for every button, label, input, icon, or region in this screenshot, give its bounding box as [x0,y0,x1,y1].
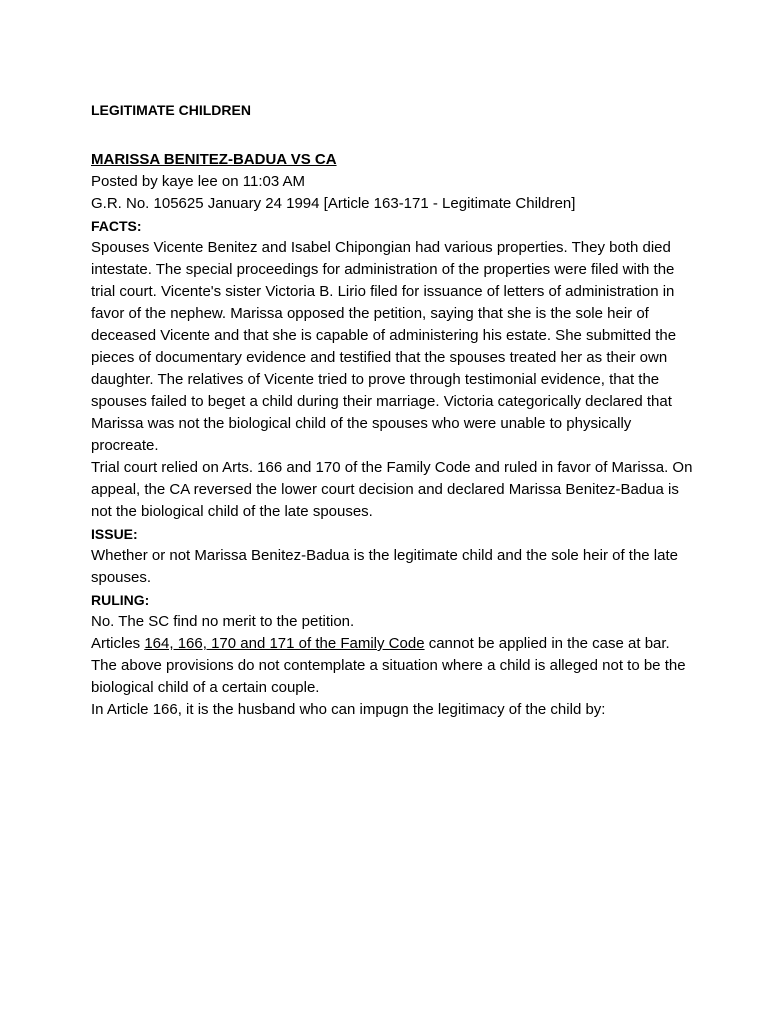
ruling-label: RULING: [91,592,150,608]
articles-rest: cannot be applied in the case at bar. The above provisions do not contemplate a situation where a child is alleged not to be the biological child of a certain couple. [91,635,686,696]
facts-paragraph-1: Spouses Vicente Benitez and Isabel Chipongian had various properties. They both died intestate. The special proceedings for administration of the properties were filed with the trial court. Vicente's sister Victoria B. Lirio filed for issuance of letters of administration in favor of the nephew. Marissa opposed the petition, saying that she is the sole heir of deceased Vicente and that she is capable of administering his estate. She submitted the pieces of documentary evidence and testified that the spouses treated her as their own daughter. The relatives of Vicente tried to prove through testimonial evidence, that the spouses failed to beget a child during their marriage. Victoria categorically declared that Marissa was not the biological child of the spouses who were unable to physically procreate. [91,239,677,454]
posted-by-line: Posted by kaye lee on 11:03 AM [91,173,306,190]
case-title: MARISSA BENITEZ-BADUA VS CA [91,151,337,168]
citation-line: G.R. No. 105625 January 24 1994 [Article 163-171 - Legitimate Children] [91,195,576,212]
facts-paragraph-2: Trial court relied on Arts. 166 and 170 of the Family Code and ruled in favor of Marissa. On appeal, the CA reversed the lower court decision and declared Marissa Benitez-Badua is not the biological child of the late spouses. [91,459,693,520]
article-166-paragraph: In Article 166, it is the husband who can impugn the legitimacy of the child by: [91,701,606,718]
issue-paragraph: Whether or not Marissa Benitez-Badua is the legitimate child and the sole heir of the late spouses. [91,547,678,586]
articles-paragraph [91,633,698,699]
articles-prefix: Articles [91,635,145,652]
document-heading: LEGITIMATE CHILDREN [91,102,251,118]
issue-label: ISSUE: [91,526,138,542]
ruling-paragraph: No. The SC find no merit to the petition. [91,613,355,630]
facts-label: FACTS: [91,218,142,234]
family-code-articles-link[interactable]: 164, 166, 170 and 171 of the Family Code [144,635,425,652]
